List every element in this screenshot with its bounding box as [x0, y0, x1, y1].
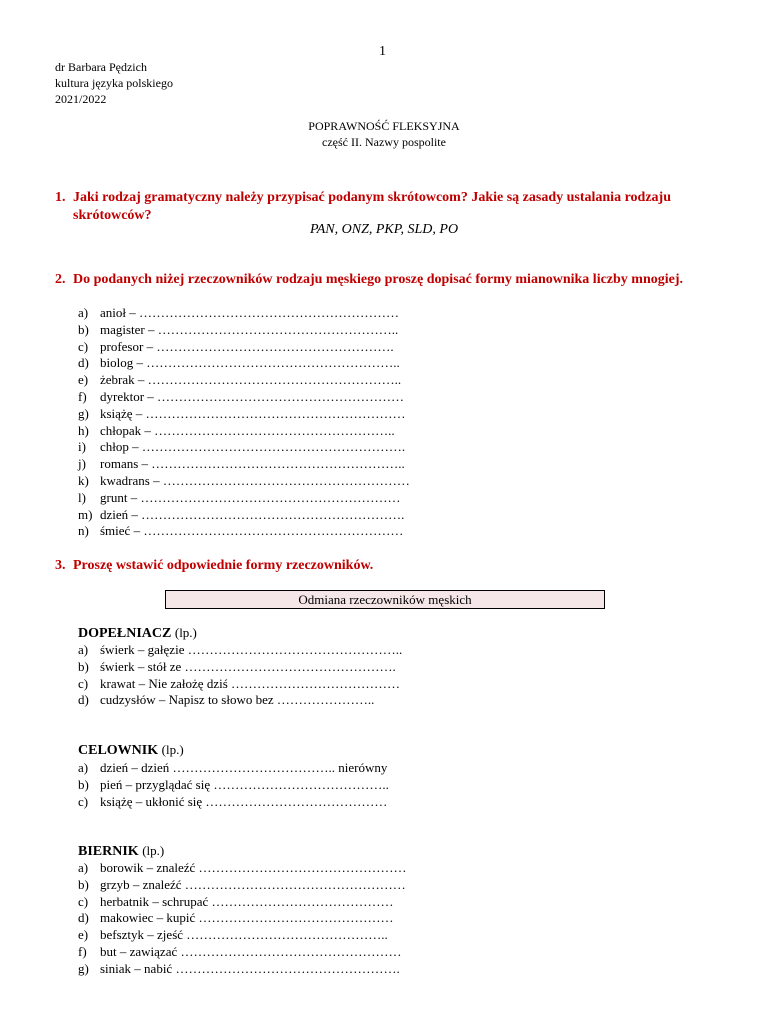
case-heading-dopelniacz: [78, 625, 197, 642]
course-name: kultura języka polskiego: [55, 76, 173, 90]
item-text: śmieć – ……………………………………………………: [100, 523, 404, 539]
case-heading-biernik: [78, 843, 164, 860]
case-label: BIERNIK: [78, 844, 139, 859]
item-text: świerk – stół ze ………………………………………….: [100, 658, 396, 674]
item-letter: a): [78, 760, 89, 775]
list-item: [78, 523, 410, 540]
item-text: borowik – znaleźć …………………………………………: [100, 860, 407, 875]
list-item: [78, 339, 410, 356]
question-2: [55, 271, 723, 289]
item-text: makowiec – kupić ………………………………………: [100, 910, 394, 926]
item-letter: a): [78, 642, 89, 657]
list-item: [78, 423, 410, 440]
title-main: POPRAWNOŚĆ FLEKSYJNA: [308, 119, 460, 133]
item-letter: j): [78, 456, 86, 472]
question-number: 1.: [55, 190, 66, 205]
list-item: [78, 777, 389, 794]
case-number-note: (lp.): [142, 843, 165, 858]
list-item: [78, 692, 402, 709]
list-item: [78, 910, 407, 927]
item-text: romans – …………………………………………………..: [100, 456, 405, 472]
item-letter: b): [78, 776, 89, 792]
item-text: befsztyk – zjeść ………………………………………..: [100, 927, 388, 943]
list-item: [78, 507, 410, 524]
page-number: 1: [379, 44, 386, 59]
document-title: [0, 118, 768, 150]
list-item: [78, 961, 407, 978]
item-letter: d): [78, 910, 89, 926]
list-item: [78, 372, 410, 389]
list-item: [78, 877, 407, 894]
item-letter: d): [78, 692, 89, 708]
case-label: DOPEŁNIACZ: [78, 626, 172, 641]
list-item: [78, 659, 402, 676]
title-sub: część II. Nazwy pospolite: [322, 135, 446, 149]
plural-exercise-list: [78, 305, 410, 540]
item-letter: d): [78, 355, 89, 371]
item-letter: h): [78, 422, 89, 438]
item-text: kwadrans – …………………………………………………: [100, 472, 410, 488]
case-label: CELOWNIK: [78, 743, 159, 758]
list-item: [78, 676, 402, 693]
item-text: dzień – …………………………………………………….: [100, 506, 405, 522]
list-item: [78, 322, 410, 339]
item-text: grzyb – znaleźć ……………………………………………: [100, 876, 406, 892]
item-text: dyrektor – …………………………………………………: [100, 388, 405, 404]
item-letter: i): [78, 439, 86, 455]
list-item: [78, 305, 410, 322]
item-text: grunt – ……………………………………………………: [100, 489, 401, 505]
table-header-box: Odmiana rzeczowników męskich: [165, 590, 605, 609]
item-text: chłop – …………………………………………………….: [100, 439, 406, 455]
item-letter: f): [78, 388, 87, 404]
item-text: but – zawiązać ……………………………………………: [100, 943, 402, 959]
document-header: [55, 59, 173, 107]
item-text: książę – ukłonić się ……………………………………: [100, 793, 388, 809]
item-letter: c): [78, 338, 89, 354]
abbreviation-list: PAN, ONZ, PKP, SLD, PO: [310, 222, 459, 237]
item-text: krawat – Nie założę dziś …………………………………: [100, 675, 401, 691]
item-letter: b): [78, 658, 89, 674]
biernik-list: [78, 860, 407, 978]
question-text: Jaki rodzaj gramatyczny należy przypisać podanym skrótowcom? Jakie są zasady ustalania rodzaju skrótowców?: [73, 190, 671, 223]
item-letter: e): [78, 927, 89, 943]
item-letter: a): [78, 860, 89, 875]
list-item: [78, 927, 407, 944]
item-text: świerk – gałęzie …………………………………………..: [100, 642, 403, 657]
list-item: [78, 860, 407, 877]
item-text: chłopak – ………………………………………………..: [100, 422, 395, 438]
list-item: [78, 642, 402, 659]
item-text: siniak – nabić …………………………………………….: [100, 960, 400, 976]
item-text: herbatnik – schrupać ……………………………………: [100, 893, 394, 909]
question-number: 3.: [55, 558, 66, 573]
case-heading-celownik: [78, 742, 184, 759]
item-letter: g): [78, 960, 89, 976]
list-item: [78, 794, 389, 811]
item-letter: c): [78, 793, 89, 809]
question-1: [55, 189, 723, 225]
celownik-list: [78, 760, 389, 810]
item-letter: k): [78, 472, 89, 488]
list-item: [78, 490, 410, 507]
academic-year: 2021/2022: [55, 92, 107, 106]
list-item: [78, 456, 410, 473]
item-text: dzień – dzień ……………………………….. nierówny: [100, 760, 388, 775]
question-number: 2.: [55, 272, 66, 287]
author: dr Barbara Pędzich: [55, 60, 147, 74]
item-text: magister – ………………………………………………..: [100, 321, 399, 337]
item-text: profesor – ……………………………………………….: [100, 338, 394, 354]
question-text: Proszę wstawić odpowiednie formy rzeczowników.: [73, 558, 374, 573]
case-number-note: (lp.): [161, 742, 184, 757]
item-text: anioł – ……………………………………………………: [100, 305, 399, 320]
item-text: biolog – …………………………………………………..: [100, 355, 400, 371]
list-item: [78, 389, 410, 406]
list-item: [78, 439, 410, 456]
item-letter: c): [78, 893, 89, 909]
item-letter: l): [78, 489, 86, 505]
question-text: Do podanych niżej rzeczowników rodzaju męskiego proszę dopisać formy mianownika liczby mnogiej.: [73, 272, 684, 287]
item-letter: g): [78, 405, 89, 421]
item-letter: a): [78, 305, 89, 320]
item-text: żebrak – …………………………………………………..: [100, 372, 402, 388]
item-text: pień – przyglądać się …………………………………..: [100, 776, 389, 792]
item-letter: f): [78, 943, 87, 959]
item-text: książę – ……………………………………………………: [100, 405, 406, 421]
question-3: [55, 557, 723, 575]
list-item: [78, 944, 407, 961]
list-item: [78, 473, 410, 490]
list-item: [78, 894, 407, 911]
item-letter: b): [78, 876, 89, 892]
item-letter: n): [78, 523, 89, 539]
item-letter: b): [78, 321, 89, 337]
item-text: cudzysłów – Napisz to słowo bez …………………..: [100, 692, 375, 708]
list-item: [78, 355, 410, 372]
list-item: [78, 406, 410, 423]
list-item: [78, 760, 389, 777]
item-letter: c): [78, 675, 89, 691]
case-number-note: (lp.): [174, 625, 197, 640]
item-letter: e): [78, 372, 89, 388]
dopelniacz-list: [78, 642, 402, 709]
item-letter: m): [78, 506, 93, 522]
